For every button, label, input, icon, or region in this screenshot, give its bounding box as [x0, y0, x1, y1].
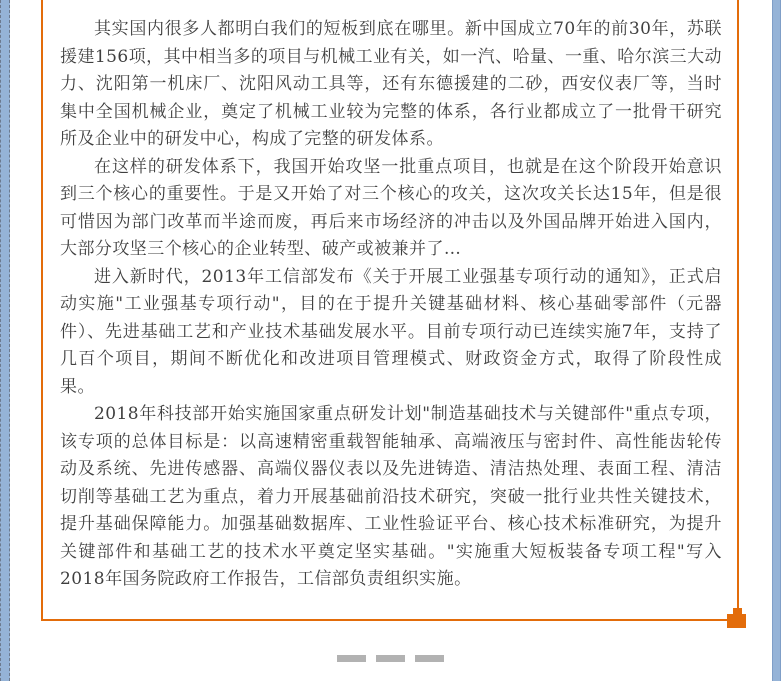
left-edge-strip: [0, 0, 10, 681]
pagination-dash-1[interactable]: [337, 655, 366, 662]
frame-corner-square: [727, 614, 746, 628]
content-frame: [41, 0, 739, 621]
paragraph-new-era: 进入新时代，2013年工信部发布《关于开展工业强基专项行动的通知》，正式启动实施"工业强基专项行动"，目的在于提升关键基础材料、核心基础零部件（元器件）、先进基础工艺和产业技术基础发展水平。目前专项行动已连续实施7年，支持了几百个项目，期间不断优化和改进项目管理模式、财政资金方式，取得了阶段性成果。: [60, 266, 722, 397]
paragraph-three-cores: 在这样的研发体系下，我国开始攻坚一批重点项目，也就是在这个阶段开始意识到三个核心的重要性。于是又开始了对三个核心的攻关，这次攻关长达15年，但是很可惜因为部门改革而半途而废，再后来市场经济的冲击以及外国品牌开始进入国内，大部分攻坚三个核心的企业转型、破产或被兼并了…: [60, 156, 722, 259]
pagination-dash-3[interactable]: [415, 655, 444, 662]
paragraph-history: 其实国内很多人都明白我们的短板到底在哪里。新中国成立70年的前30年，苏联援建156项，其中相当多的项目与机械工业有关，如一汽、哈量、一重、哈尔滨三大动力、沈阳第一机床厂、沈阳风动工具等，还有东德援建的二砂，西安仪表厂等，当时集中全国机械企业，奠定了机械工业较为完整的体系，各行业都成立了一批骨干研究所及企业中的研发中心，构成了完整的研发体系。: [60, 19, 722, 149]
right-edge-strip: [772, 0, 781, 681]
pagination: [0, 655, 781, 662]
paragraph-2018-program: 2018年科技部开始实施国家重点研发计划"制造基础技术与关键部件"重点专项，该专项的总体目标是：以高速精密重载智能轴承、高端液压与密封件、高性能齿轮传动及系统、先进传感器、高端仪器仪表以及先进铸造、清洁热处理、表面工程、清洁切削等基础工艺为重点，着力开展基础前沿技术研究，突破一批行业共性关键技术，提升基础保障能力。加强基础数据库、工业性验证平台、核心技术标准研究，为提升关键部件和基础工艺的技术水平奠定坚实基础。"实施重大短板装备专项工程"写入2018年国务院政府工作报告，工信部负责组织实施。: [60, 404, 722, 589]
article-text: [43, 0, 737, 594]
pagination-dash-2[interactable]: [376, 655, 405, 662]
